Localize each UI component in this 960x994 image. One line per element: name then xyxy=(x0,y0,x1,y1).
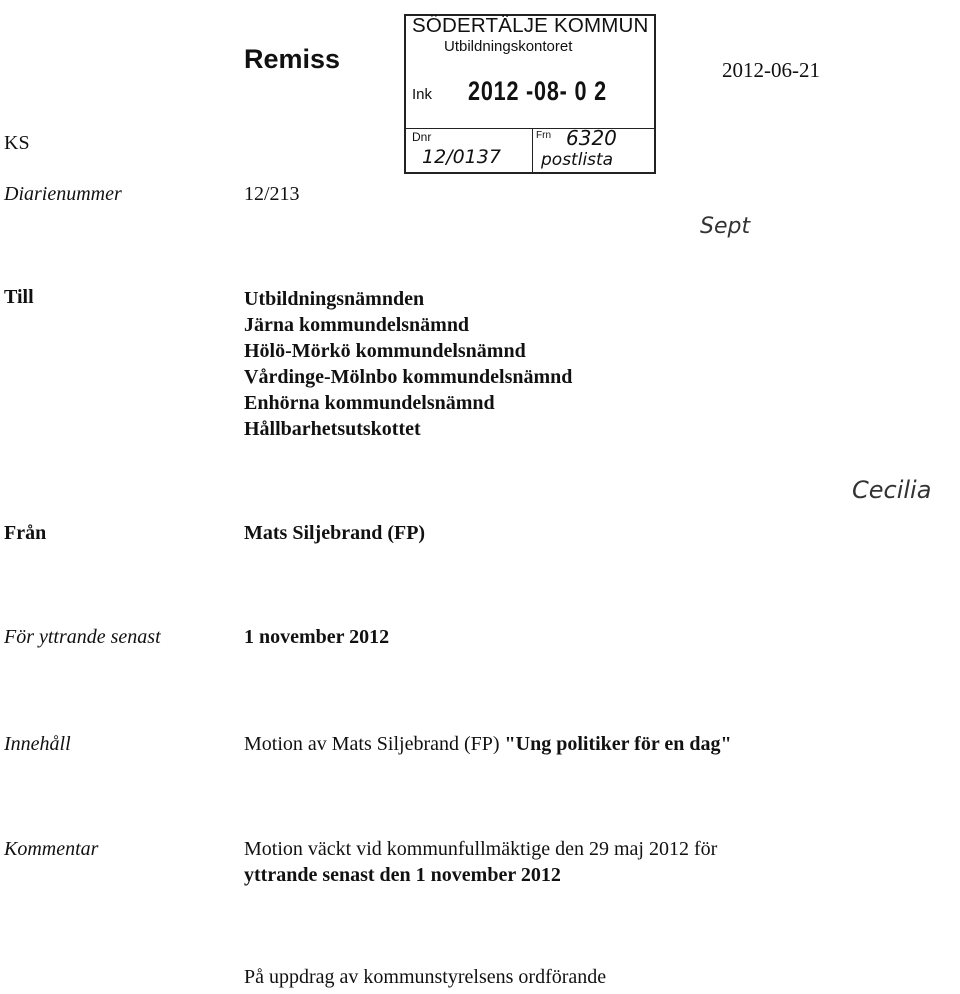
recipient-item: Vårdinge-Mölnbo kommundelsnämnd xyxy=(244,366,573,388)
stamp-post-note: postlista xyxy=(541,150,614,170)
recipient-item: Utbildningsnämnden xyxy=(244,288,425,310)
kommentar-line-1: Motion väckt vid kommunfullmäktige den 29 maj 2012 för xyxy=(244,838,718,860)
innehall-value xyxy=(244,733,732,756)
motion-title: "Ung politiker för en dag" xyxy=(504,733,732,755)
recipient-code: KS xyxy=(4,132,30,154)
stamp-organization: SÖDERTÄLJE KOMMUN xyxy=(412,14,649,37)
stamp-frn-label: Frn xyxy=(536,130,551,141)
diarienummer-value: 12/213 xyxy=(244,183,300,205)
stamp-ink-label: Ink xyxy=(412,86,433,103)
deadline-value: 1 november 2012 xyxy=(244,626,390,648)
received-stamp xyxy=(404,14,656,174)
recipient-item: Hållbarhetsutskottet xyxy=(244,418,421,440)
kommentar-label: Kommentar xyxy=(4,838,99,860)
innehall-text: Motion av Mats Siljebrand (FP) xyxy=(244,733,505,755)
kommentar-line-2: yttrande senast den 1 november 2012 xyxy=(244,864,561,886)
fran-label: Från xyxy=(4,522,47,544)
fran-value: Mats Siljebrand (FP) xyxy=(244,522,426,544)
diarienummer-label: Diarienummer xyxy=(4,183,122,205)
recipient-item: Järna kommundelsnämnd xyxy=(244,314,470,336)
handwritten-note-sept: Sept xyxy=(700,214,751,239)
document-date: 2012-06-21 xyxy=(722,58,820,82)
handwritten-note-cecilia: Cecilia xyxy=(852,476,932,504)
stamp-department: Utbildningskontoret xyxy=(444,38,573,55)
document-title: Remiss xyxy=(244,44,341,74)
footer-text: På uppdrag av kommunstyrelsens ordförande xyxy=(244,966,607,988)
stamp-ink-date: 2012 -08- 0 2 xyxy=(468,76,607,106)
stamp-dnr-label: Dnr xyxy=(412,130,432,144)
stamp-dnr-handwritten: 12/0137 xyxy=(422,146,501,168)
stamp-frn-handwritten: 6320 xyxy=(566,126,617,150)
deadline-label: För yttrande senast xyxy=(4,626,161,648)
recipient-item: Enhörna kommundelsnämnd xyxy=(244,392,495,414)
recipient-item: Hölö-Mörkö kommundelsnämnd xyxy=(244,340,526,362)
till-label: Till xyxy=(4,286,34,308)
stamp-column-divider xyxy=(532,128,533,172)
recipient-list xyxy=(244,286,572,442)
innehall-label: Innehåll xyxy=(4,733,71,755)
